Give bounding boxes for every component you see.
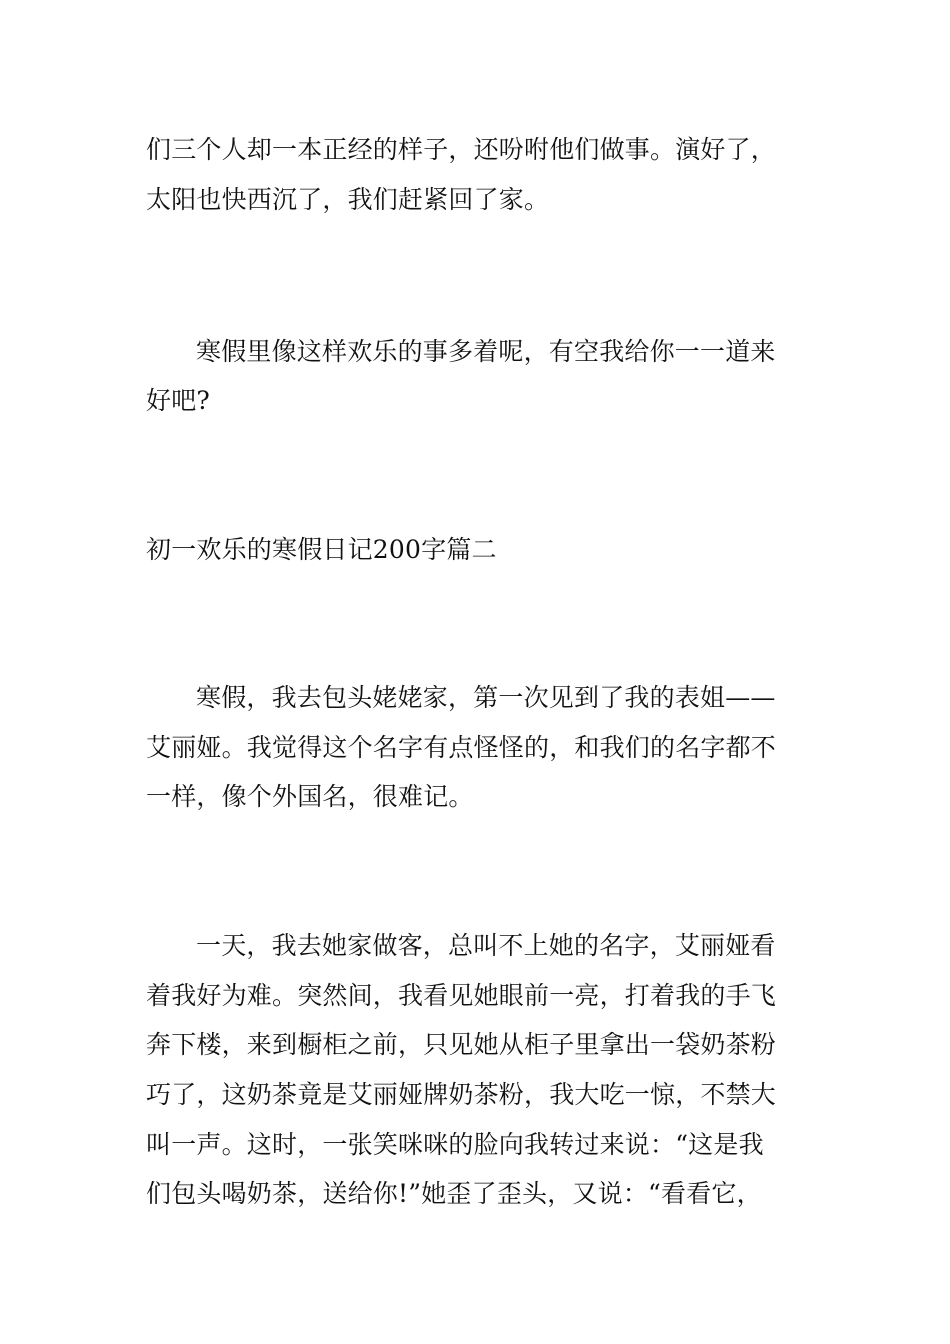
text-line: 寒假，我去包头姥姥家，第一次见到了我的表姐—— (196, 683, 776, 712)
text-line: 着我好为难。突然间，我看见她眼前一亮，打着我的手飞 (146, 981, 777, 1010)
text-line: 太阳也快西沉了，我们赶紧回了家。 (146, 185, 550, 214)
text-line: 巧了，这奶茶竟是艾丽娅牌奶茶粉，我大吃一惊，不禁大 (146, 1080, 777, 1109)
text-line: 们三个人却一本正经的样子，还吩咐他们做事。演好了， (146, 135, 777, 164)
text-line: 一样，像个外国名，很难记。 (146, 782, 474, 811)
text-line: 们包头喝奶茶，送给你!”她歪了歪头，又说：“看看它， (146, 1179, 762, 1208)
text-line: 寒假里像这样欢乐的事多着呢，有空我给你一一道来 (196, 337, 776, 366)
text-line: 叫一声。这时，一张笑咪咪的脸向我转过来说：“这是我 (146, 1130, 764, 1159)
text-line: 好吧? (146, 386, 211, 415)
text-line: 艾丽娅。我觉得这个名字有点怪怪的，和我们的名字都不 (146, 733, 777, 762)
text-line: 一天，我去她家做客，总叫不上她的名字，艾丽娅看 (196, 931, 776, 960)
heading-text: 初一欢乐的寒假日记200字篇二 (146, 535, 497, 564)
text-line: 奔下楼，来到橱柜之前，只见她从柜子里拿出一袋奶茶粉 (146, 1030, 777, 1059)
